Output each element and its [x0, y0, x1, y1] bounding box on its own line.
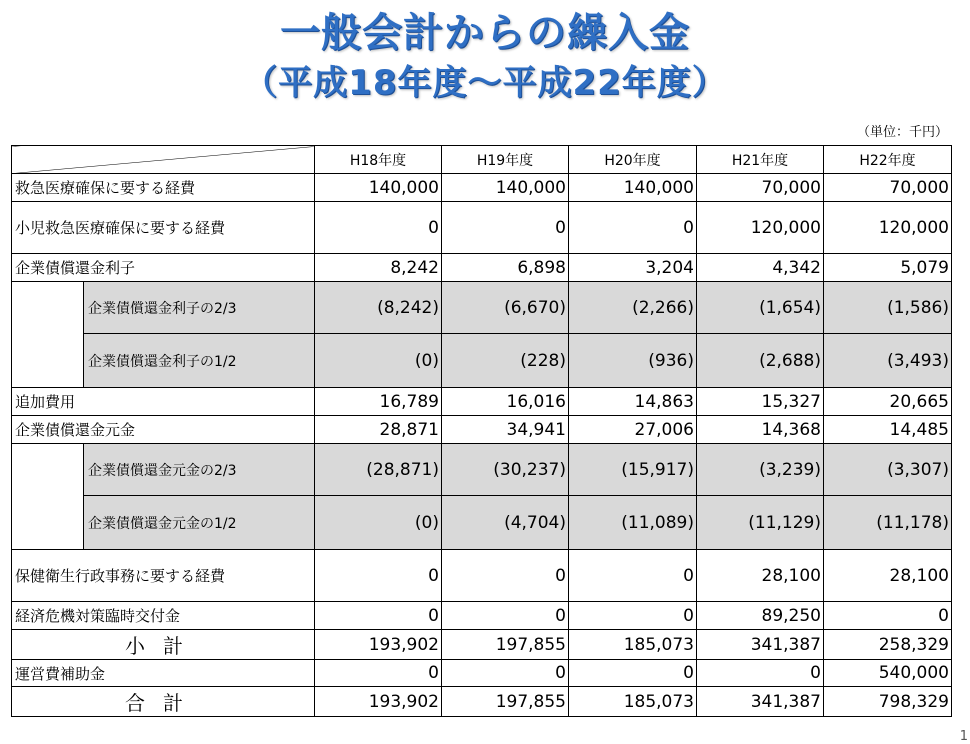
- cell-value: 197,855: [442, 630, 569, 660]
- page-title: 一般会計からの繰入金: [280, 10, 690, 56]
- cell-value: 798,329: [824, 687, 952, 717]
- row-label: 企業債償還金元金の1/2: [84, 496, 315, 550]
- cell-value: (3,239): [697, 444, 824, 496]
- table-subrow: [12, 496, 952, 550]
- cell-value: 0: [824, 602, 952, 630]
- cell-value: 28,100: [824, 550, 952, 602]
- cell-value: 0: [315, 602, 442, 630]
- cell-value: 120,000: [697, 202, 824, 254]
- table-subrow: [12, 444, 952, 496]
- table-row: [12, 602, 952, 630]
- cell-value: (11,129): [697, 496, 824, 550]
- cell-value: 20,665: [824, 388, 952, 416]
- row-label: 運営費補助金: [12, 660, 315, 687]
- transfer-table: [11, 145, 952, 717]
- cell-value: 0: [569, 602, 697, 630]
- cell-value: (2,266): [569, 282, 697, 334]
- cell-value: 0: [442, 660, 569, 687]
- cell-value: (936): [569, 334, 697, 388]
- cell-value: (11,089): [569, 496, 697, 550]
- table-row: [12, 202, 952, 254]
- row-label: 企業債償還金利子の2/3: [84, 282, 315, 334]
- row-label: 小児救急医療確保に要する経費: [12, 202, 315, 254]
- table-row: [12, 416, 952, 444]
- header-row: [12, 146, 952, 174]
- table-row: [12, 254, 952, 282]
- unit-label: （単位：千円）: [856, 125, 948, 140]
- cell-value: (3,493): [824, 334, 952, 388]
- cell-value: (2,688): [697, 334, 824, 388]
- cell-value: 341,387: [697, 630, 824, 660]
- cell-value: 70,000: [697, 174, 824, 202]
- cell-value: 140,000: [442, 174, 569, 202]
- cell-value: 0: [315, 202, 442, 254]
- cell-value: (6,670): [442, 282, 569, 334]
- indent-spacer: [12, 444, 84, 550]
- cell-value: 140,000: [569, 174, 697, 202]
- cell-value: 540,000: [824, 660, 952, 687]
- total-row: [12, 687, 952, 717]
- cell-value: 4,342: [697, 254, 824, 282]
- cell-value: (3,307): [824, 444, 952, 496]
- page-number: 1: [959, 729, 968, 744]
- table-row: [12, 388, 952, 416]
- col-header: H22年度: [824, 146, 952, 174]
- cell-value: 193,902: [315, 687, 442, 717]
- header-corner: [12, 146, 315, 174]
- cell-value: 197,855: [442, 687, 569, 717]
- cell-value: 0: [569, 550, 697, 602]
- table-row: [12, 550, 952, 602]
- cell-value: 14,863: [569, 388, 697, 416]
- cell-value: 0: [315, 550, 442, 602]
- cell-value: 70,000: [824, 174, 952, 202]
- subtotal-row: [12, 630, 952, 660]
- cell-value: (228): [442, 334, 569, 388]
- cell-value: (15,917): [569, 444, 697, 496]
- cell-value: (1,586): [824, 282, 952, 334]
- cell-value: 34,941: [442, 416, 569, 444]
- cell-value: 0: [569, 660, 697, 687]
- cell-value: (8,242): [315, 282, 442, 334]
- table-subrow: [12, 282, 952, 334]
- cell-value: 28,100: [697, 550, 824, 602]
- cell-value: 15,327: [697, 388, 824, 416]
- cell-value: (0): [315, 334, 442, 388]
- cell-value: 14,368: [697, 416, 824, 444]
- cell-value: 0: [442, 602, 569, 630]
- cell-value: 0: [315, 660, 442, 687]
- col-header: H20年度: [569, 146, 697, 174]
- cell-value: 8,242: [315, 254, 442, 282]
- cell-value: 5,079: [824, 254, 952, 282]
- cell-value: 16,016: [442, 388, 569, 416]
- cell-value: 193,902: [315, 630, 442, 660]
- cell-value: 0: [697, 660, 824, 687]
- cell-value: 341,387: [697, 687, 824, 717]
- cell-value: 0: [442, 550, 569, 602]
- page-subtitle: （平成18年度～平成22年度）: [243, 63, 727, 103]
- cell-value: 14,485: [824, 416, 952, 444]
- cell-value: (1,654): [697, 282, 824, 334]
- total-label: 合計: [12, 687, 315, 717]
- row-label: 保健衛生行政事務に要する経費: [12, 550, 315, 602]
- cell-value: 16,789: [315, 388, 442, 416]
- row-label: 企業債償還金元金の2/3: [84, 444, 315, 496]
- col-header: H21年度: [697, 146, 824, 174]
- cell-value: 0: [442, 202, 569, 254]
- row-label: 追加費用: [12, 388, 315, 416]
- indent-spacer: [12, 282, 84, 388]
- cell-value: (0): [315, 496, 442, 550]
- table-row: [12, 174, 952, 202]
- subtotal-label: 小計: [12, 630, 315, 660]
- row-label: 企業債償還金利子: [12, 254, 315, 282]
- col-header: H18年度: [315, 146, 442, 174]
- row-label: 経済危機対策臨時交付金: [12, 602, 315, 630]
- cell-value: (4,704): [442, 496, 569, 550]
- cell-value: 185,073: [569, 687, 697, 717]
- cell-value: 120,000: [824, 202, 952, 254]
- cell-value: 185,073: [569, 630, 697, 660]
- table-row: [12, 660, 952, 687]
- cell-value: 258,329: [824, 630, 952, 660]
- cell-value: 28,871: [315, 416, 442, 444]
- cell-value: (11,178): [824, 496, 952, 550]
- cell-value: 0: [569, 202, 697, 254]
- col-header: H19年度: [442, 146, 569, 174]
- cell-value: 140,000: [315, 174, 442, 202]
- cell-value: 3,204: [569, 254, 697, 282]
- cell-value: 6,898: [442, 254, 569, 282]
- row-label: 企業債償還金元金: [12, 416, 315, 444]
- cell-value: 27,006: [569, 416, 697, 444]
- cell-value: 89,250: [697, 602, 824, 630]
- cell-value: (28,871): [315, 444, 442, 496]
- cell-value: (30,237): [442, 444, 569, 496]
- row-label: 企業債償還金利子の1/2: [84, 334, 315, 388]
- table-subrow: [12, 334, 952, 388]
- row-label: 救急医療確保に要する経費: [12, 174, 315, 202]
